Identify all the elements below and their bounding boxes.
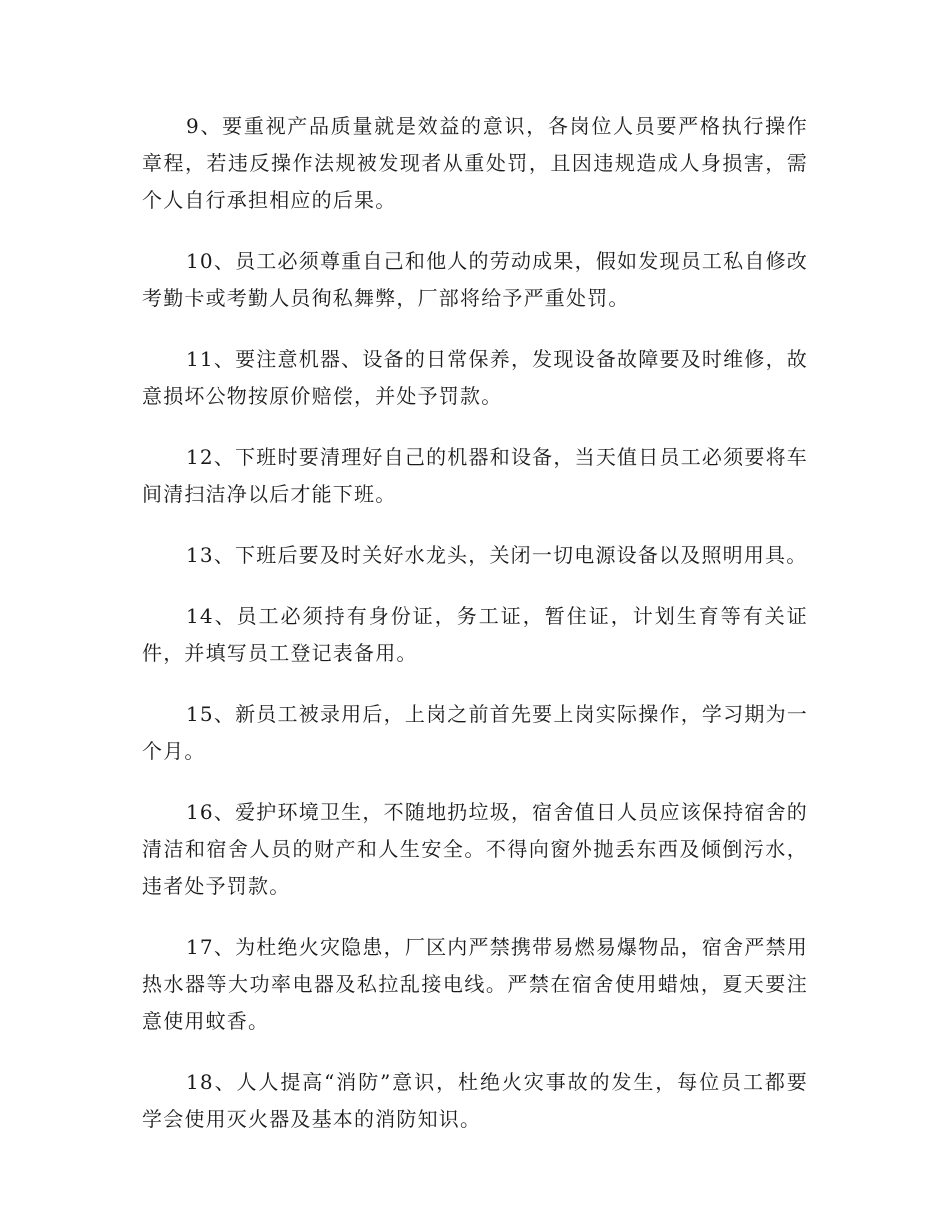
- document-body: [142, 108, 808, 1162]
- paragraph-12: 12、下班时要清理好自己的机器和设备，当天值日员工必须要将车间清扫洁净以后才能下班。: [142, 445, 808, 506]
- paragraph-14: 14、员工必须持有身份证，务工证，暂住证，计划生育等有关证件，并填写员工登记表备用。: [142, 604, 808, 665]
- paragraph-10: 10、员工必须尊重自己和他人的劳动成果，假如发现员工私自修改考勤卡或考勤人员徇私舞弊，厂部将给予严重处罚。: [142, 249, 808, 310]
- paragraph-15: 15、新员工被录用后，上岗之前首先要上岗实际操作，学习期为一个月。: [142, 702, 808, 763]
- paragraph-18: 18、人人提高“消防”意识，杜绝火灾事故的发生，每位员工都要学会使用灭火器及基本的消防知识。: [142, 1070, 808, 1131]
- paragraph-11: 11、要注意机器、设备的日常保养，发现设备故障要及时维修，故意损坏公物按原价赔偿，并处予罚款。: [142, 347, 808, 408]
- paragraph-17: 17、为杜绝火灾隐患，厂区内严禁携带易燃易爆物品，宿舍严禁用热水器等大功率电器及私拉乱接电线。严禁在宿舍使用蜡烛，夏天要注意使用蚊香。: [142, 935, 808, 1033]
- paragraph-9: 9、要重视产品质量就是效益的意识，各岗位人员要严格执行操作章程，若违反操作法规被发现者从重处罚，且因违规造成人身损害，需个人自行承担相应的后果。: [142, 114, 808, 212]
- paragraph-13: 13、下班后要及时关好水龙头，关闭一切电源设备以及照明用具。: [186, 543, 808, 567]
- paragraph-16: 16、爱护环境卫生，不随地扔垃圾，宿舍值日人员应该保持宿舍的清洁和宿舍人员的财产和人生安全。不得向窗外抛丢东西及倾倒污水，违者处予罚款。: [142, 800, 808, 898]
